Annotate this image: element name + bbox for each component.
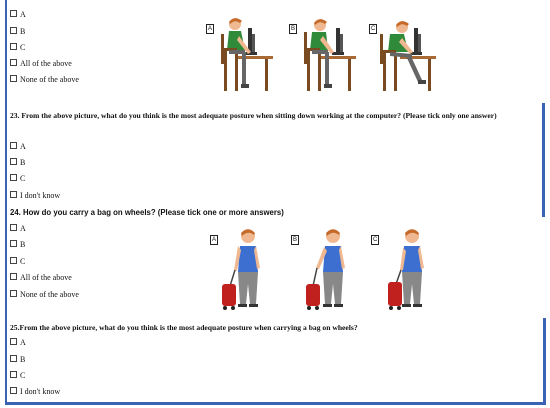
bag-image-label-b: B [293,237,298,243]
bag-image-label-c: C [373,237,378,243]
q22-option-a[interactable]: A [10,10,26,20]
q24-option-a[interactable]: A [10,224,26,234]
q23-question-text: 23. From the above picture, what do you think is the most adequate posture when sitting down working at the computer? (Please tick only one answer) [10,111,497,120]
left-border-line [5,0,7,402]
bag-posture-c-figure [382,224,432,312]
q23-option-dont-know[interactable]: I don't know [10,191,60,201]
checkbox-icon[interactable] [10,158,17,165]
bottom-border-line [5,402,546,405]
q25-option-dont-know[interactable]: I don't know [10,387,60,397]
sitting-posture-b-figure [298,14,358,94]
checkbox-icon[interactable] [10,43,17,50]
right-border-line-q23 [542,103,545,217]
bag-posture-a-figure [218,224,268,312]
checkbox-icon[interactable] [10,191,17,198]
q23-option-b[interactable]: B [10,158,25,168]
q24-option-c[interactable]: C [10,257,25,267]
q24-option-none[interactable]: None of the above [10,290,79,300]
q24-option-b[interactable]: B [10,240,25,250]
q22-option-b[interactable]: B [10,27,25,37]
checkbox-icon[interactable] [10,290,17,297]
checkbox-icon[interactable] [10,142,17,149]
checkbox-icon[interactable] [10,273,17,280]
sitting-posture-c-figure [378,14,438,94]
q25-option-b[interactable]: B [10,355,25,365]
q25-question-text: 25.From the above picture, what do you think is the most adequate posture when carrying a bag on wheels? [10,323,358,332]
checkbox-icon[interactable] [10,224,17,231]
q23-option-c[interactable]: C [10,174,25,184]
sitting-image-label-a: A [208,26,213,32]
checkbox-icon[interactable] [10,174,17,181]
q23-option-a[interactable]: A [10,142,26,152]
sitting-image-label-c: C [371,26,376,32]
q22-option-all[interactable]: All of the above [10,59,72,69]
q24-option-all[interactable]: All of the above [10,273,72,283]
sitting-posture-a-figure [215,14,275,94]
checkbox-icon[interactable] [10,338,17,345]
checkbox-icon[interactable] [10,59,17,66]
sitting-image-label-b: B [291,26,296,32]
q24-question-text: 24. How do you carry a bag on wheels? (Please tick one or more answers) [10,208,284,217]
q22-option-c[interactable]: C [10,43,25,53]
checkbox-icon[interactable] [10,257,17,264]
q22-option-none[interactable]: None of the above [10,75,79,85]
checkbox-icon[interactable] [10,27,17,34]
bag-posture-b-figure [303,224,353,312]
bag-image-label-a: A [212,237,217,243]
q25-option-c[interactable]: C [10,371,25,381]
checkbox-icon[interactable] [10,371,17,378]
checkbox-icon[interactable] [10,387,17,394]
checkbox-icon[interactable] [10,240,17,247]
checkbox-icon[interactable] [10,10,17,17]
q25-option-a[interactable]: A [10,338,26,348]
checkbox-icon[interactable] [10,355,17,362]
right-border-line-q25 [543,318,546,404]
checkbox-icon[interactable] [10,75,17,82]
